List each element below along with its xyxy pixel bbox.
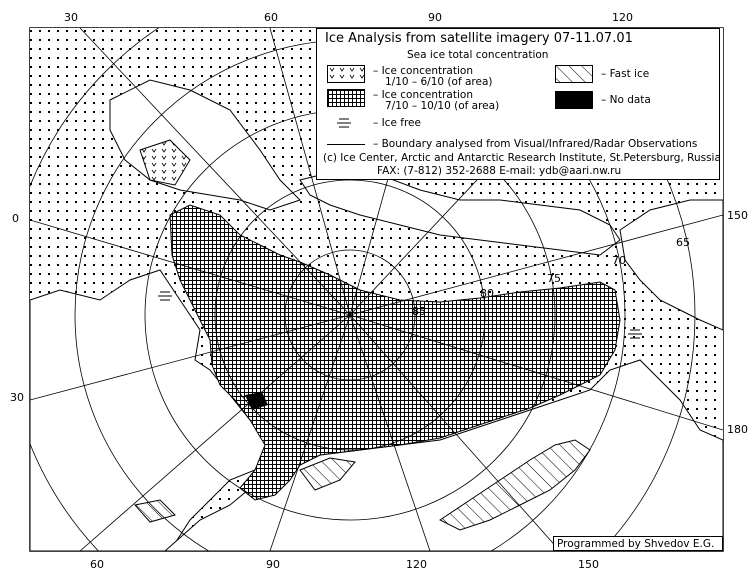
legend-contact: FAX: (7-812) 352-2688 E-mail: ydb@aari.nw.ru bbox=[377, 165, 622, 177]
lat-label-75: 75 bbox=[547, 272, 561, 285]
legend-boundary: – Boundary analysed from Visual/Infrared/Radar Observations bbox=[373, 138, 698, 150]
lon-bottom-120: 120 bbox=[406, 558, 427, 571]
lat-label-85: 85 bbox=[412, 305, 426, 318]
lon-right-180: 180 bbox=[727, 423, 748, 436]
legend-no-data: – No data bbox=[601, 94, 651, 106]
legend-swatch-no-data bbox=[555, 91, 593, 109]
legend-ice-high-line1: – Ice concentration bbox=[373, 89, 473, 101]
legend-ice-low-line2: 1/10 – 6/10 (of area) bbox=[385, 76, 493, 88]
lat-label-65: 65 bbox=[676, 236, 690, 249]
legend-swatch-ice-low bbox=[327, 65, 365, 83]
legend-swatch-fast-ice bbox=[555, 65, 593, 83]
legend-swatch-ice-free bbox=[337, 117, 357, 129]
legend-title: Ice Analysis from satellite imagery 07-11.07.01 bbox=[325, 31, 633, 46]
legend-subtitle: Sea ice total concentration bbox=[407, 49, 549, 61]
legend-swatch-ice-high bbox=[327, 89, 365, 107]
lat-label-80: 80 bbox=[480, 287, 494, 300]
lon-bottom-150: 150 bbox=[578, 558, 599, 571]
lon-top-60: 60 bbox=[264, 11, 278, 24]
map-legend bbox=[316, 28, 720, 180]
lon-top-120: 120 bbox=[612, 11, 633, 24]
lon-top-90: 90 bbox=[428, 11, 442, 24]
lat-label-70: 70 bbox=[612, 254, 626, 267]
legend-ice-low-line1: – Ice concentration bbox=[373, 65, 473, 77]
lon-right-150: 150 bbox=[727, 209, 748, 222]
legend-ice-high-line2: 7/10 – 10/10 (of area) bbox=[385, 100, 500, 112]
legend-institution: (c) Ice Center, Arctic and Antarctic Research Institute, St.Petersburg, Russia bbox=[323, 152, 721, 164]
lon-bottom-90: 90 bbox=[266, 558, 280, 571]
lon-left-30: 30 bbox=[10, 391, 24, 404]
legend-ice-free: – Ice free bbox=[373, 117, 421, 129]
lon-left-0: 0 bbox=[12, 212, 19, 225]
legend-swatch-boundary bbox=[327, 144, 365, 145]
lon-bottom-60: 60 bbox=[90, 558, 104, 571]
lon-top-30: 30 bbox=[64, 11, 78, 24]
programmer-credit: Programmed by Shvedov E.G. bbox=[553, 536, 723, 551]
legend-fast-ice: – Fast ice bbox=[601, 68, 650, 80]
